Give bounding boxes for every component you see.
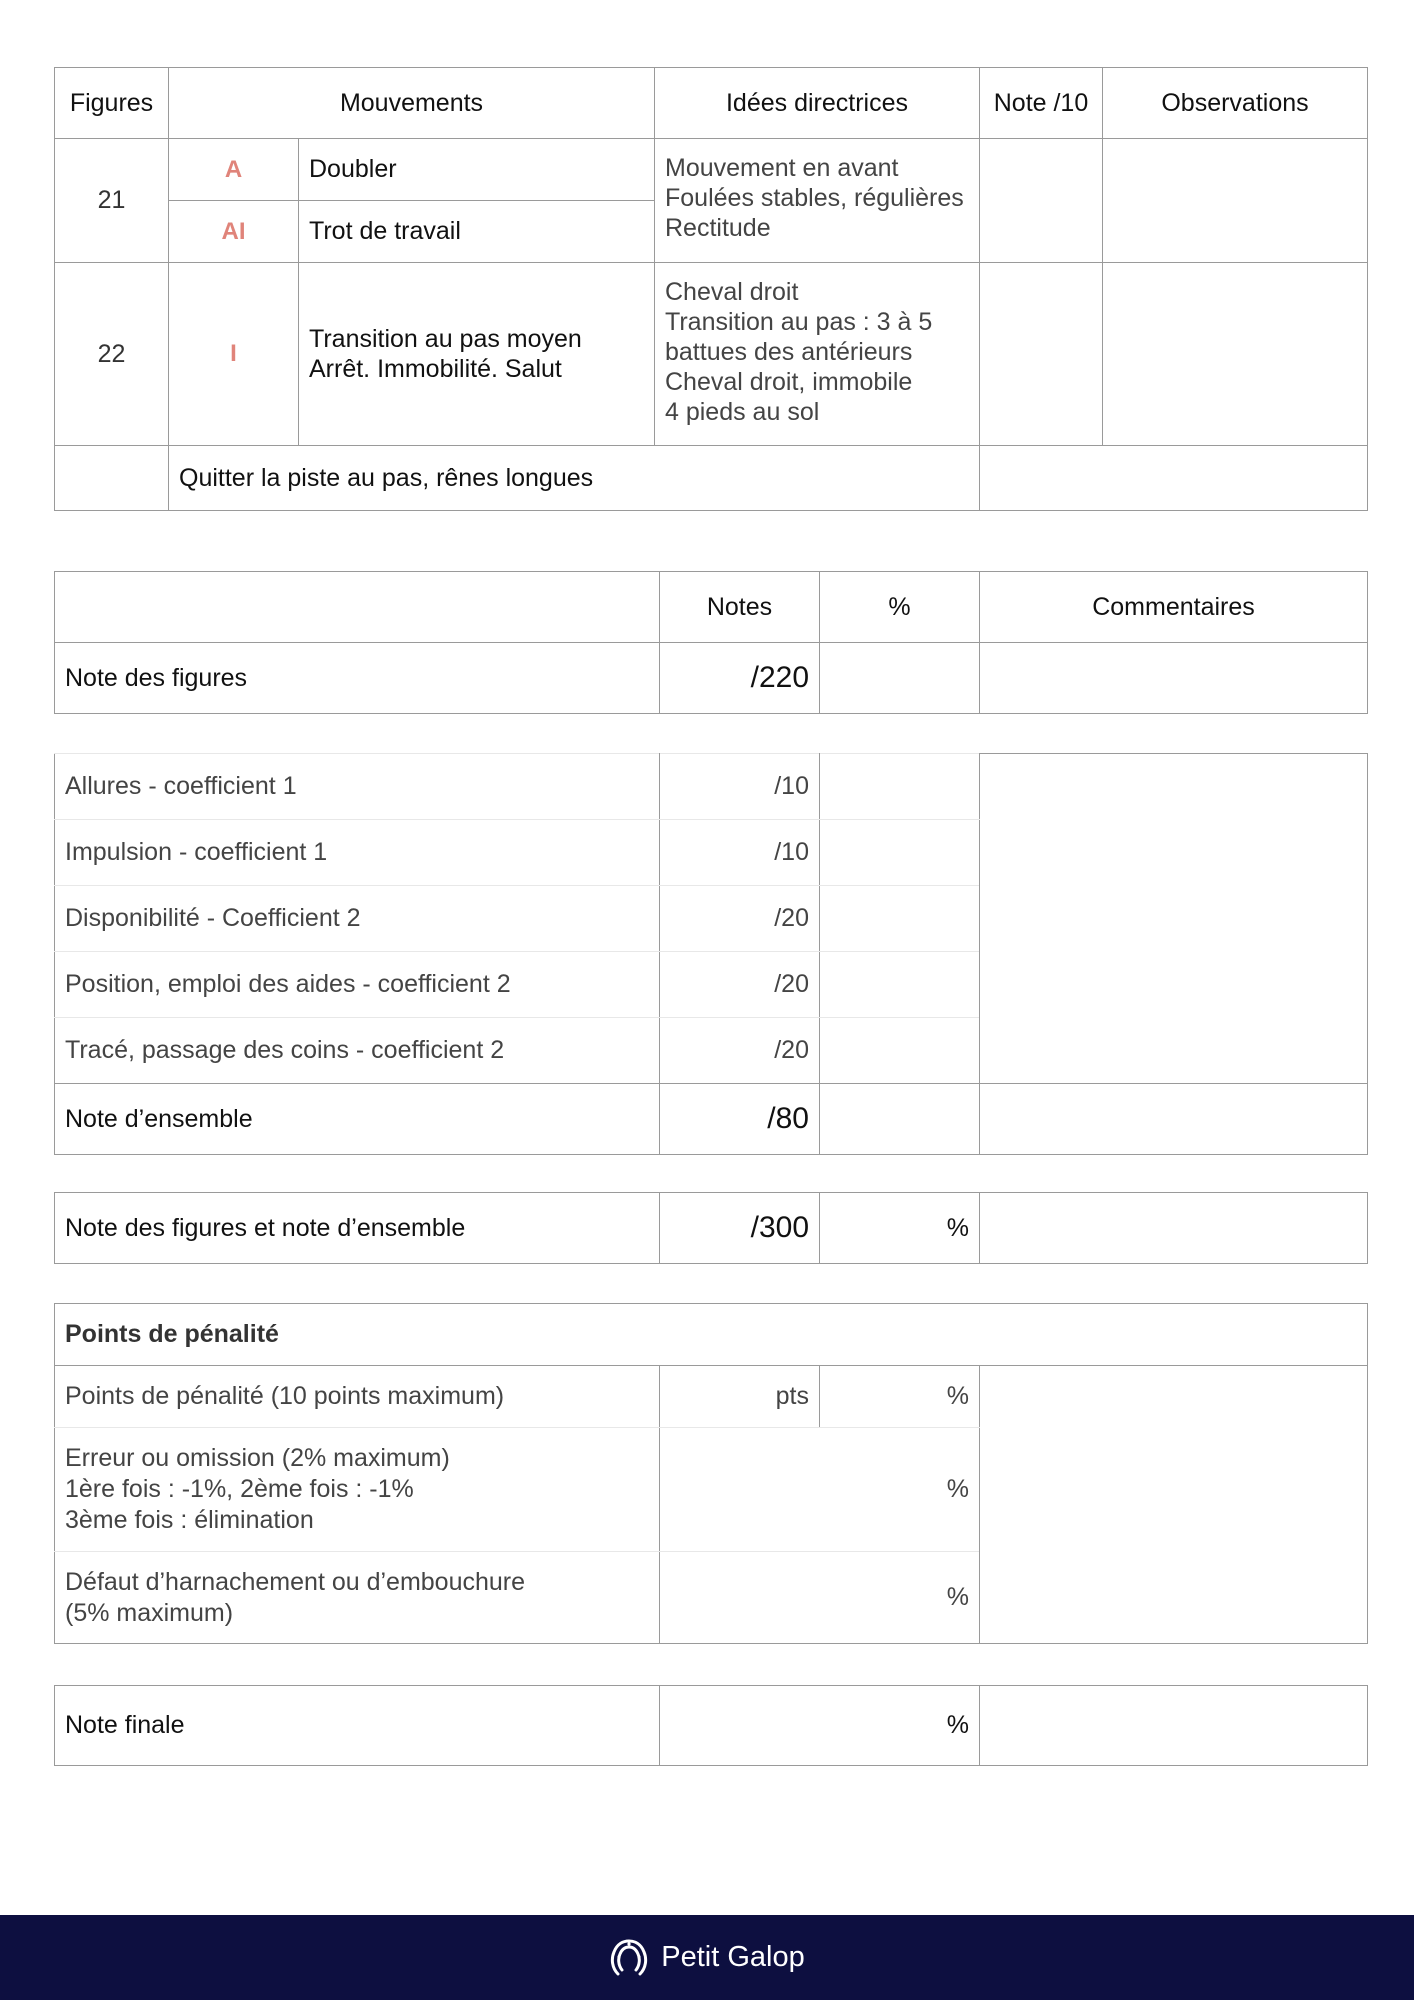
figure-number: 22 (55, 263, 169, 446)
ensemble-comment[interactable] (980, 754, 1368, 1084)
penalty-percent: % (820, 1552, 980, 1644)
figures-score-percent[interactable] (820, 643, 980, 714)
ensemble-item-label: Disponibilité - Coefficient 2 (55, 886, 660, 952)
penalty-comment[interactable] (980, 1366, 1368, 1644)
ensemble-item-percent[interactable] (820, 1018, 980, 1084)
idea-line: Rectitude (665, 214, 771, 242)
guiding-ideas (655, 139, 980, 263)
penalty-line: 1ère fois : -1%, 2ème fois : -1% (65, 1475, 414, 1503)
penalty-label (55, 1552, 660, 1644)
combined-table (54, 1192, 1368, 1264)
header-comments: Commentaires (980, 572, 1368, 643)
header-percent: % (820, 572, 980, 643)
movement-line: Arrêt. Immobilité. Salut (309, 355, 562, 383)
ensemble-item-label: Impulsion - coefficient 1 (55, 820, 660, 886)
summary-table (54, 571, 1368, 714)
score-cell[interactable] (980, 139, 1103, 263)
figures-score-comment[interactable] (980, 643, 1368, 714)
guiding-ideas (655, 263, 980, 446)
combined-comment[interactable] (980, 1193, 1368, 1264)
idea-line: Foulées stables, régulières (665, 184, 964, 212)
empty-cell (55, 446, 169, 511)
movement-code: I (169, 263, 299, 446)
movement-text: Doubler (299, 139, 655, 201)
ensemble-item-label: Allures - coefficient 1 (55, 754, 660, 820)
movement-code: AI (169, 201, 299, 263)
header-ideas: Idées directrices (655, 68, 980, 139)
final-comment[interactable] (980, 1686, 1368, 1766)
figure-number: 21 (55, 139, 169, 263)
penalty-line: Erreur ou omission (2% maximum) (65, 1444, 450, 1472)
ensemble-item-max: /20 (660, 952, 820, 1018)
ensemble-item-percent[interactable] (820, 820, 980, 886)
figures-table (54, 67, 1368, 511)
figures-score-max: /220 (660, 643, 820, 714)
ensemble-item-max: /20 (660, 1018, 820, 1084)
idea-line: Cheval droit (665, 278, 799, 306)
header-movements: Mouvements (169, 68, 655, 139)
final-percent: % (820, 1686, 980, 1766)
penalty-label (55, 1428, 660, 1552)
ensemble-item-max: /20 (660, 886, 820, 952)
penalty-label: Points de pénalité (10 points maximum) (55, 1366, 660, 1428)
penalties-title: Points de pénalité (55, 1304, 1368, 1366)
final-instruction: Quitter la piste au pas, rênes longues (169, 446, 980, 511)
ensemble-table (54, 753, 1368, 1155)
ensemble-total-max: /80 (660, 1084, 820, 1155)
combined-max: /300 (660, 1193, 820, 1264)
penalty-line: 3ème fois : élimination (65, 1506, 314, 1534)
empty-header (55, 572, 660, 643)
penalties-table (54, 1303, 1368, 1644)
final-value[interactable] (660, 1686, 820, 1766)
footer-bar (0, 1915, 1414, 2000)
ensemble-item-label: Tracé, passage des coins - coefficient 2 (55, 1018, 660, 1084)
ensemble-total-comment[interactable] (980, 1084, 1368, 1155)
movement-text (299, 263, 655, 446)
final-instruction-score[interactable] (980, 446, 1368, 511)
ensemble-item-percent[interactable] (820, 754, 980, 820)
observation-cell[interactable] (1103, 263, 1368, 446)
ensemble-total-label: Note d’ensemble (55, 1084, 660, 1155)
penalty-line: Défaut d’harnachement ou d’embouchure (65, 1567, 526, 1596)
header-observations: Observations (1103, 68, 1368, 139)
final-table (54, 1685, 1368, 1766)
movement-text: Trot de travail (299, 201, 655, 263)
horseshoe-icon (609, 1937, 649, 1979)
ensemble-item-percent[interactable] (820, 886, 980, 952)
idea-line: 4 pieds au sol (665, 398, 820, 426)
penalty-unit: pts (660, 1366, 820, 1428)
penalty-value[interactable] (660, 1552, 820, 1644)
idea-line: Mouvement en avant (665, 154, 899, 182)
combined-label: Note des figures et note d’ensemble (55, 1193, 660, 1264)
brand-name: Petit Galop (661, 1941, 805, 1973)
penalty-percent: % (820, 1428, 980, 1552)
header-score: Note /10 (980, 68, 1103, 139)
idea-line: Transition au pas : 3 à 5 (665, 308, 933, 336)
observation-cell[interactable] (1103, 139, 1368, 263)
penalty-line: (5% maximum) (65, 1598, 234, 1627)
header-notes: Notes (660, 572, 820, 643)
ensemble-item-label: Position, emploi des aides - coefficient 2 (55, 952, 660, 1018)
penalty-percent: % (820, 1366, 980, 1428)
ensemble-item-max: /10 (660, 754, 820, 820)
combined-percent: % (820, 1193, 980, 1264)
ensemble-total-percent[interactable] (820, 1084, 980, 1155)
idea-line: battues des antérieurs (665, 338, 913, 366)
score-cell[interactable] (980, 263, 1103, 446)
ensemble-item-max: /10 (660, 820, 820, 886)
penalty-value[interactable] (660, 1428, 820, 1552)
header-figures: Figures (55, 68, 169, 139)
figures-score-label: Note des figures (55, 643, 660, 714)
final-label: Note finale (55, 1686, 660, 1766)
idea-line: Cheval droit, immobile (665, 368, 913, 396)
movement-code: A (169, 139, 299, 201)
movement-line: Transition au pas moyen (309, 325, 582, 353)
ensemble-item-percent[interactable] (820, 952, 980, 1018)
